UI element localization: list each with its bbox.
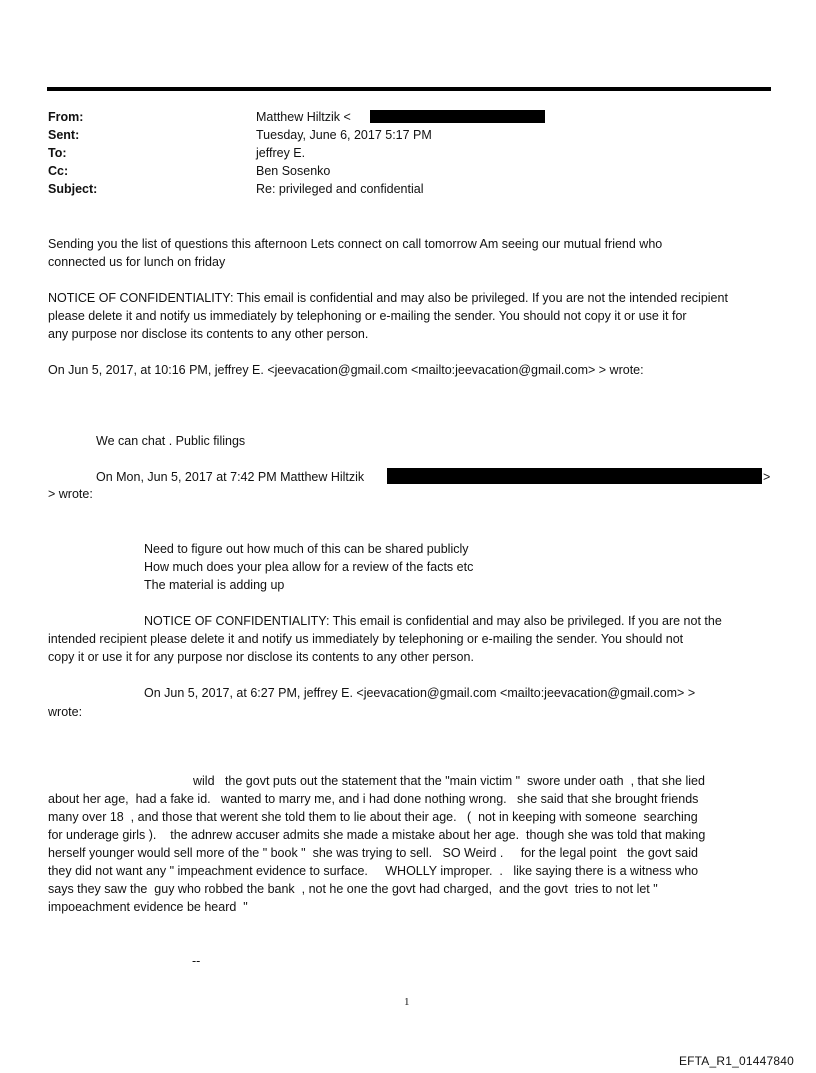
- page-number: 1: [404, 996, 410, 1008]
- quote-header: On Jun 5, 2017, at 10:16 PM, jeffrey E. <jeevacation@gmail.com <mailto:jeevacation@gmail.com> > wrote:: [48, 363, 644, 377]
- to-value: jeffrey E.: [256, 146, 306, 160]
- body-line: about her age, had a fake id. wanted to marry me, and i had done nothing wrong. she said that she brought friends: [48, 792, 699, 806]
- reply-line: We can chat . Public filings: [96, 434, 246, 448]
- redaction-from-email: [370, 110, 545, 123]
- sent-label: Sent:: [48, 128, 80, 142]
- notice-line: NOTICE OF CONFIDENTIALITY: This email is confidential and may also be privileged. If you are not the: [144, 614, 722, 628]
- from-label: From:: [48, 110, 84, 124]
- signature-separator: --: [192, 954, 201, 968]
- header-rule: [47, 87, 771, 91]
- quote-header: > wrote:: [48, 487, 93, 501]
- document-id: EFTA_R1_01447840: [678, 1054, 794, 1068]
- body-line: wild the govt puts out the statement that the "main victim " swore under oath , that she lied: [193, 774, 705, 788]
- message-line: How much does your plea allow for a review of the facts etc: [144, 560, 474, 574]
- quote-header: On Jun 5, 2017, at 6:27 PM, jeffrey E. <jeevacation@gmail.com <mailto:jeevacation@gmail.com> >: [144, 686, 696, 700]
- body-line: impoeachment evidence be heard ": [48, 900, 248, 914]
- body-line: for underage girls ). the adnrew accuser admits she made a mistake about her age. though she was told that making: [48, 828, 706, 842]
- subject-label: Subject:: [48, 182, 98, 196]
- body-line: many over 18 , and those that werent she told them to lie about their age. ( not in keeping with someone searching: [48, 810, 698, 824]
- body-line: Sending you the list of questions this afternoon Lets connect on call tomorrow Am seeing our mutual friend who: [48, 237, 663, 251]
- cc-label: Cc:: [48, 164, 69, 178]
- notice-line: copy it or use it for any purpose nor disclose its contents to any other person.: [48, 650, 474, 664]
- body-line: says they saw the guy who robbed the bank , not he one the govt had charged, and the govt tries to not let ": [48, 882, 658, 896]
- quote-header: On Mon, Jun 5, 2017 at 7:42 PM Matthew Hiltzik: [96, 470, 365, 484]
- sent-value: Tuesday, June 6, 2017 5:17 PM: [256, 128, 432, 142]
- notice-line: NOTICE OF CONFIDENTIALITY: This email is confidential and may also be privileged. If you are not the intended recipient: [48, 291, 728, 305]
- quote-header: wrote:: [48, 705, 83, 719]
- quote-header-end: >: [763, 470, 771, 484]
- message-line: The material is adding up: [144, 578, 285, 592]
- notice-line: intended recipient please delete it and notify us immediately by telephoning or e-mailing the sender. You should not: [48, 632, 684, 646]
- to-label: To:: [48, 146, 67, 160]
- body-line: they did not want any " impeachment evidence to surface. WHOLLY improper. . like saying there is a witness who: [48, 864, 699, 878]
- body-line: herself younger would sell more of the " book " she was trying to sell. SO Weird . for the legal point the govt said: [48, 846, 698, 860]
- from-value: Matthew Hiltzik <: [256, 110, 351, 124]
- notice-line: any purpose nor disclose its contents to any other person.: [48, 327, 369, 341]
- cc-value: Ben Sosenko: [256, 164, 331, 178]
- redaction-sender-email: [387, 468, 762, 484]
- subject-value: Re: privileged and confidential: [256, 182, 424, 196]
- notice-line: please delete it and notify us immediately by telephoning or e-mailing the sender. You should not copy it or use it for: [48, 309, 687, 323]
- message-line: Need to figure out how much of this can be shared publicly: [144, 542, 469, 556]
- body-line: connected us for lunch on friday: [48, 255, 226, 269]
